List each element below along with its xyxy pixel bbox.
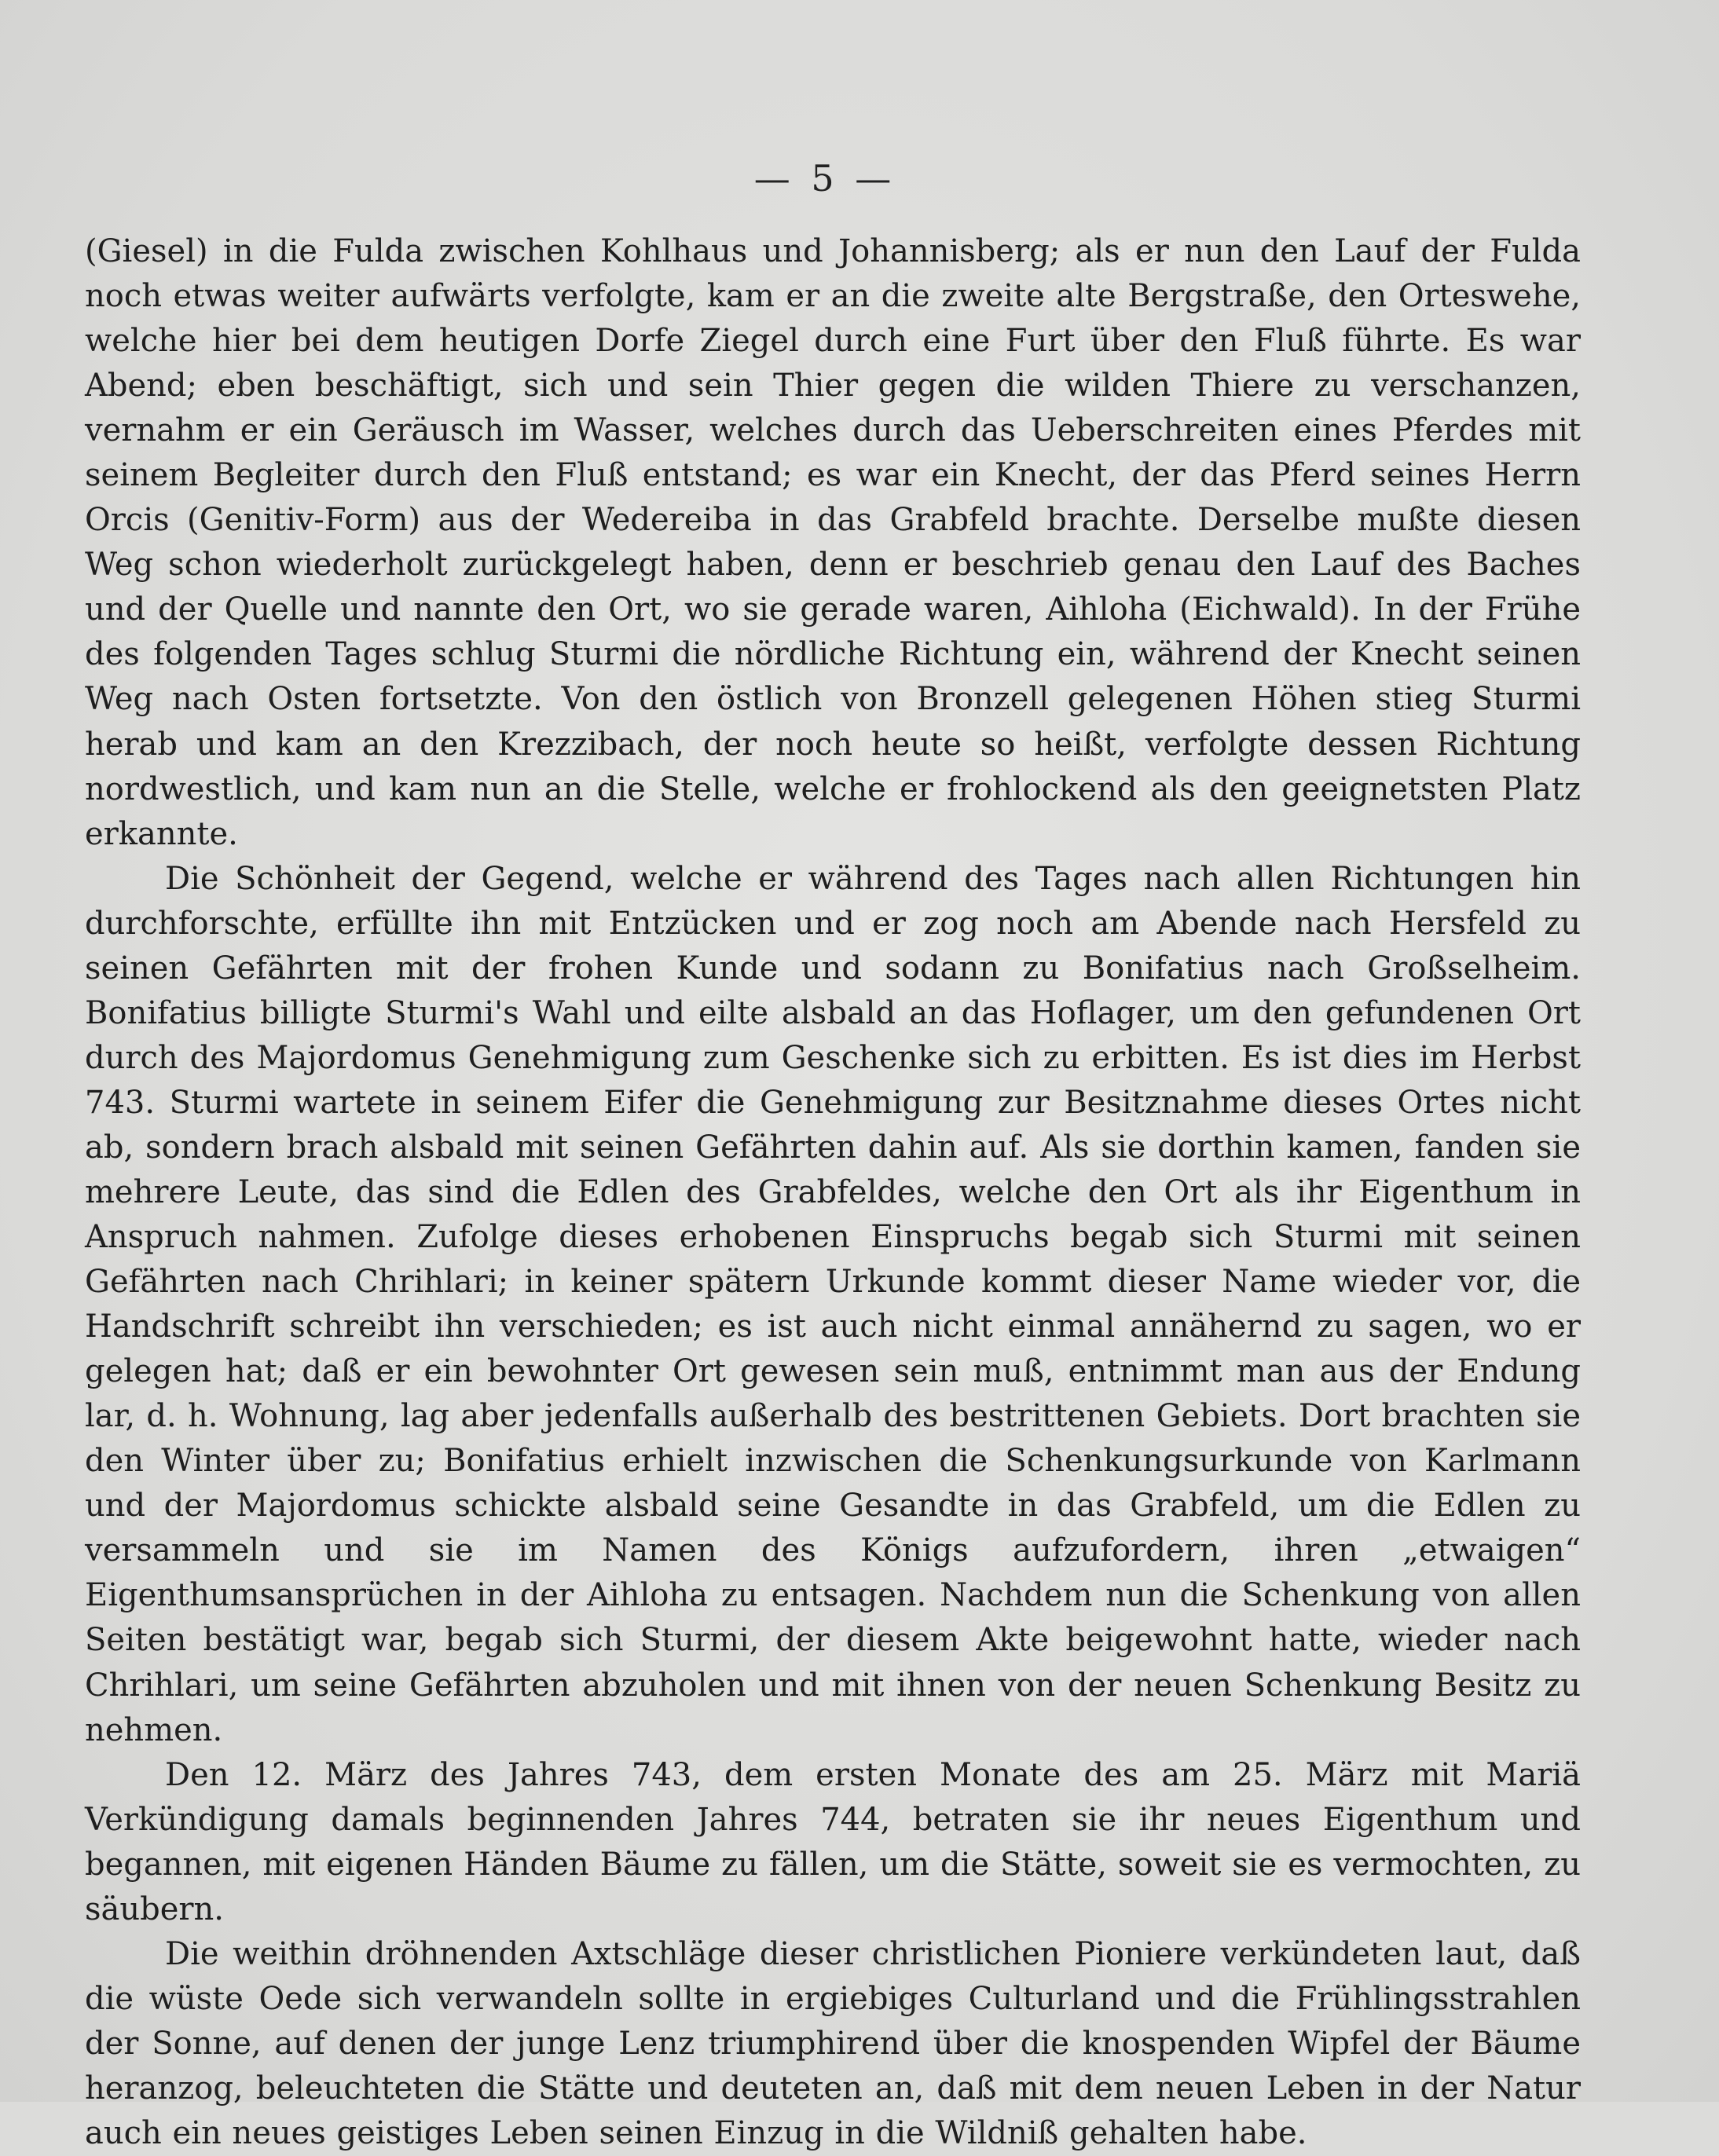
page-number: — 5 — bbox=[753, 157, 896, 199]
paragraph-1: (Giesel) in die Fulda zwischen Kohlhaus und Johannisberg; als er nun den Lauf der Fulda noch etwas weiter aufwärts verfolgte, kam er an die zweite alte Bergstraße, den Orteswehe, welche hier bei dem heutigen Dorfe Ziegel durch eine Furt über den Fluß führte. Es war Abend; eben beschäftigt, sich und sein Thier gegen die wilden Thiere zu verschanzen, vernahm er ein Geräusch im Wasser, welches durch das Ueberschreiten eines Pferdes mit seinem Begleiter durch den Fluß entstand; es war ein Knecht, der das Pferd seines Herrn Orcis (Genitiv-Form) aus der Wedereiba in das Grabfeld brachte. Derselbe mußte diesen Weg schon wiederholt zurückgelegt haben, denn er beschrieb genau den Lauf des Baches und der Quelle und nannte den Ort, wo sie gerade waren, Aihloha (Eichwald). In der Frühe des folgenden Tages schlug Sturmi die nördliche Richtung ein, während der Knecht seinen Weg nach Osten fortsetzte. Von den östlich von Bronzell gelegenen Höhen stieg Sturmi herab und kam an den Krezzibach, der noch heute so heißt, verfolgte dessen Richtung nordwestlich, und kam nun an die Stelle, welche er frohlockend als den geeignetsten Platz erkannte. bbox=[85, 233, 1581, 852]
paragraph-3: Den 12. März des Jahres 743, dem ersten Monate des am 25. März mit Mariä Verkündigung damals beginnenden Jahres 744, betraten sie ihr neues Eigenthum und begannen, mit eigenen Händen Bäume zu fällen, um die Stätte, soweit sie es vermochten, zu säubern. bbox=[85, 1756, 1581, 1927]
paragraph-4: Die weithin dröhnenden Axtschläge dieser christlichen Pioniere verkündeten laut, daß die wüste Oede sich verwandeln sollte in ergiebiges Culturland und die Frühlingsstrahlen der Sonne, auf denen der junge Lenz triumphirend über die knospenden Wipfel der Bäume heranzog, beleuchteten die Stätte und deuteten an, daß mit dem neuen Leben in der Natur auch ein neues geistiges Leben seinen Einzug in die Wildniß gehalten habe. bbox=[85, 1935, 1581, 2151]
paragraph-2: Die Schönheit der Gegend, welche er während des Tages nach allen Richtungen hin durchforschte, erfüllte ihn mit Entzücken und er zog noch am Abende nach Hersfeld zu seinen Gefährten mit der frohen Kunde und sodann zu Bonifatius nach Großselheim. Bonifatius billigte Sturmi's Wahl und eilte alsbald an das Hoflager, um den gefundenen Ort durch des Majordomus Genehmigung zum Geschenke sich zu erbitten. Es ist dies im Herbst 743. Sturmi wartete in seinem Eifer die Genehmigung zur Besitznahme dieses Ortes nicht ab, sondern brach alsbald mit seinen Gefährten dahin auf. Als sie dorthin kamen, fanden sie mehrere Leute, das sind die Edlen des Grabfeldes, welche den Ort als ihr Eigenthum in Anspruch nahmen. Zufolge dieses erhobenen Einspruchs begab sich Sturmi mit seinen Gefährten nach Chrihlari; in keiner spätern Urkunde kommt dieser Name wieder vor, die Handschrift schreibt ihn verschieden; es ist auch nicht einmal annähernd zu sagen, wo er gelegen hat; daß er ein bewohnter Ort gewesen sein muß, entnimmt man aus der Endung lar, d. h. Wohnung, lag aber jedenfalls außerhalb des bestrittenen Gebiets. Dort brachten sie den Winter über zu; Bonifatius erhielt inzwischen die Schenkungsurkunde von Karlmann und der Majordomus schickte alsbald seine Gesandte in das Grabfeld, um die Edlen zu versammeln und sie im Namen des Königs aufzufordern, ihren „etwaigen“ Eigenthumsansprüchen in der Aihloha zu entsagen. Nachdem nun die Schenkung von allen Seiten bestätigt war, begab sich Sturmi, der diesem Akte beigewohnt hatte, wieder nach Chrihlari, um seine Gefährten abzuholen und mit ihnen von der neuen Schenkung Besitz zu nehmen. bbox=[85, 860, 1581, 1748]
body-text bbox=[85, 229, 1581, 2156]
